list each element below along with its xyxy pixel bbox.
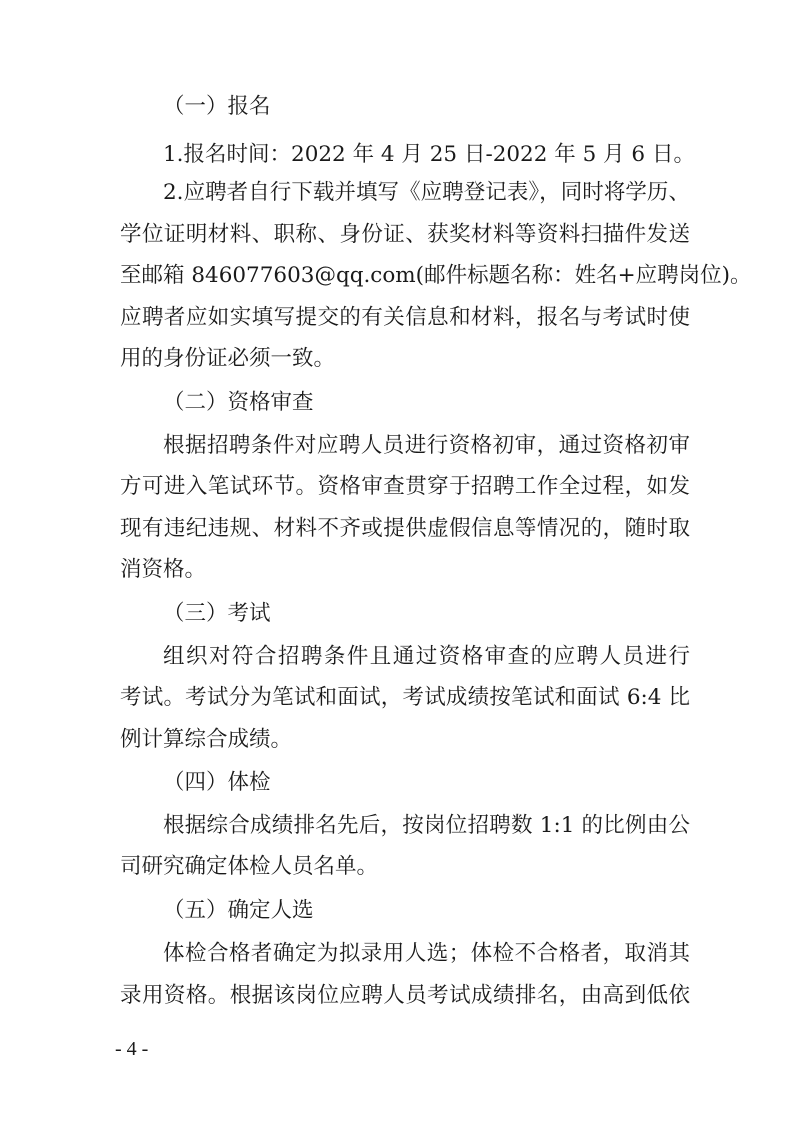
paragraph-line-email: 至邮箱 846077603@qq.com(邮件标题名称：姓名+应聘岗位)。 <box>120 263 752 288</box>
section-heading-exam: （三）考试 <box>163 601 271 626</box>
paragraph-line: 现有违纪违规、材料不齐或提供虚假信息等情况的，随时取 <box>120 516 690 541</box>
paragraph-line: 例计算综合成绩。 <box>120 727 293 752</box>
paragraph-line: 根据综合成绩排名先后，按岗位招聘数 1:1 的比例由公 <box>163 813 690 838</box>
paragraph-line: 应聘者应如实填写提交的有关信息和材料，报名与考试时使 <box>120 305 690 330</box>
paragraph-line: 学位证明材料、职称、身份证、获奖材料等资料扫描件发送 <box>120 222 690 247</box>
section-heading-qualification-review: （二）资格审查 <box>163 390 314 415</box>
paragraph-line: 司研究确定体检人员名单。 <box>120 854 379 879</box>
paragraph-line: 考试。考试分为笔试和面试，考试成绩按笔试和面试 6:4 比 <box>120 685 690 710</box>
paragraph-line: 根据招聘条件对应聘人员进行资格初审，通过资格初审 <box>163 433 690 458</box>
paragraph-line: 录用资格。根据该岗位应聘人员考试成绩排名，由高到低依 <box>120 983 690 1008</box>
paragraph-line: 1.报名时间：2022 年 4 月 25 日-2022 年 5 月 6 日。 <box>163 142 695 167</box>
paragraph-line: 2.应聘者自行下载并填写《应聘登记表》，同时将学历、 <box>163 180 690 205</box>
paragraph-line: 体检合格者确定为拟录用人选；体检不合格者，取消其 <box>163 941 690 966</box>
page-number: - 4 - <box>115 1038 149 1060</box>
section-heading-final-selection: （五）确定人选 <box>163 898 314 923</box>
paragraph-line: 方可进入笔试环节。资格审查贯穿于招聘工作全过程，如发 <box>120 474 690 499</box>
paragraph-line: 消资格。 <box>120 557 207 582</box>
paragraph-line: 组织对符合招聘条件且通过资格审查的应聘人员进行 <box>163 644 690 669</box>
section-heading-physical-exam: （四）体检 <box>163 770 271 795</box>
section-heading-registration: （一）报名 <box>163 94 271 119</box>
paragraph-line: 用的身份证必须一致。 <box>120 346 336 371</box>
